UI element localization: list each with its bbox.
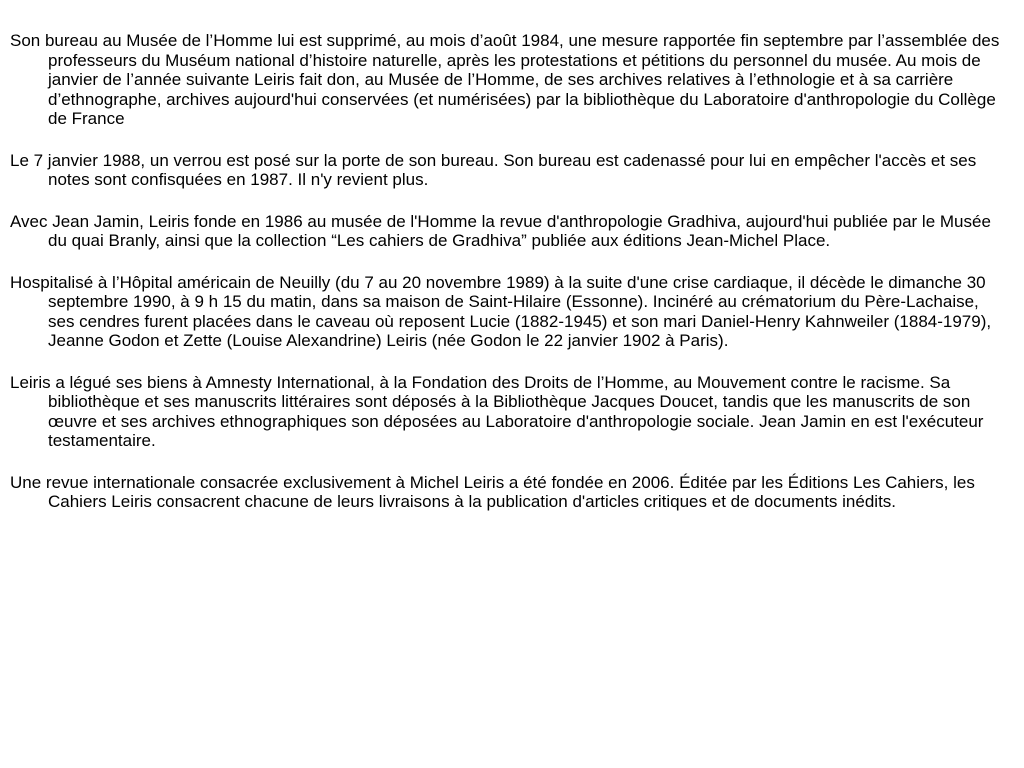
paragraph-cahiers-leiris: Une revue internationale consacrée exclusivement à Michel Leiris a été fondée en 2006. Éditée par les Éditions Les Cahiers, les Cahiers Leiris consacrent chacune de leurs livraisons à la publication d'articles critiques et de documents inédits. (10, 472, 975, 511)
paragraph-legs: Leiris a légué ses biens à Amnesty International, à la Fondation des Droits de l’Homme, au Mouvement contre le racisme. Sa bibliothèque et ses manuscrits littéraires sont déposés à la Bibliothèque Jacques Doucet, tandis que les manuscrits de son œuvre et ses archives ethnographiques son déposées au Laboratoire d'anthropologie sociale. Jean Jamin en est l'exécuteur testamentaire. (10, 372, 984, 450)
paragraph-gradhiva: Avec Jean Jamin, Leiris fonde en 1986 au musée de l'Homme la revue d'anthropologie Gradhiva, aujourd'hui publiée par le Musée du quai Branly, ainsi que la collection “Les cahiers de Gradhiva” publiée aux éditions Jean-Michel Place. (10, 211, 991, 250)
paragraph-verrou-bureau: Le 7 janvier 1988, un verrou est posé sur la porte de son bureau. Son bureau est cadenassé pour lui en empêcher l'accès et ses notes sont confisquées en 1987. Il n'y revient plus. (10, 150, 977, 189)
paragraph-deces: Hospitalisé à l’Hôpital américain de Neuilly (du 7 au 20 novembre 1989) à la suite d'une crise cardiaque, il décède le dimanche 30 septembre 1990, à 9 h 15 du matin, dans sa maison de Saint-Hilaire (Essonne). Incinéré au crématorium du Père-Lachaise, ses cendres furent placées dans le caveau où reposent Lucie (1882-1945) et son mari Daniel-Henry Kahnweiler (1884-1979), Jeanne Godon et Zette (Louise Alexandrine) Leiris (née Godon le 22 janvier 1902 à Paris). (10, 272, 992, 350)
slide-body (10, 31, 1000, 534)
paragraph-bureau-musee: Son bureau au Musée de l’Homme lui est supprimé, au mois d’août 1984, une mesure rapportée fin septembre par l’assemblée des professeurs du Muséum national d’histoire naturelle, après les protestations et pétitions du personnel du musée. Au mois de janvier de l’année suivante Leiris fait don, au Musée de l’Homme, de ses archives relatives à l’ethnologie et à sa carrière d’ethnographe, archives aujourd'hui conservées (et numérisées) par la bibliothèque du Laboratoire d'anthropologie du Collège de France (10, 31, 1000, 128)
